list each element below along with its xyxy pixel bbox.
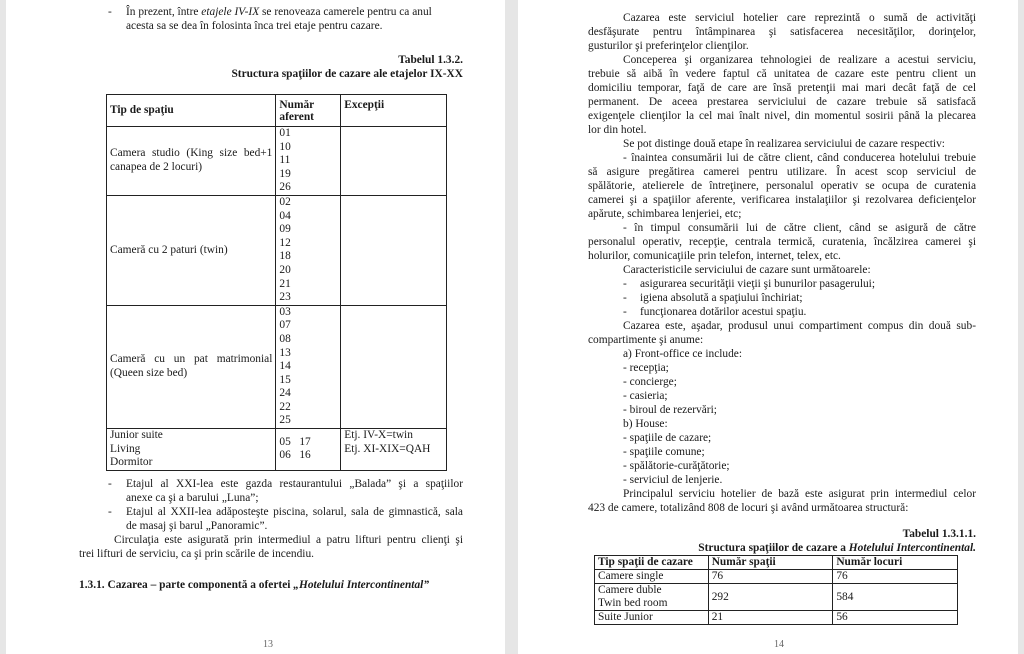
exceptions-cell bbox=[341, 429, 447, 471]
room-type-cell: Suite Junior bbox=[595, 611, 709, 625]
paragraph-line: Caracteristicile serviciului de cazare sunt următoarele: bbox=[623, 264, 871, 276]
document-page-14 bbox=[518, 0, 1018, 654]
paragraph-line: lor din hotel. bbox=[588, 124, 647, 136]
header-line: aferent bbox=[279, 110, 314, 123]
header-cell: Tip spaţii de cazare bbox=[595, 556, 709, 570]
paragraph-line: holurilor, comunicaţiile prin telefon, internet, telex, etc. bbox=[588, 250, 841, 262]
room-number: 14 bbox=[279, 360, 291, 373]
paragraph-line: apărute, schimbarea lenjeriei, etc; bbox=[588, 208, 742, 220]
room-number: 01 bbox=[279, 127, 291, 139]
room-type-cell: Camere single bbox=[595, 570, 709, 584]
paragraph-line: permanent. De aceea prestarea serviciului de cazare trebuie să satisfacă bbox=[588, 96, 976, 108]
room-type-line: canapea de 2 locuri) bbox=[110, 160, 203, 173]
paragraph-line: gusturilor şi preferinţelor clienţilor. bbox=[588, 40, 749, 52]
room-number: 20 bbox=[279, 263, 291, 276]
bullet-floor-21-line-2: anexe ca şi a barului „Luna”; bbox=[126, 492, 259, 504]
paragraph-line: Principalul serviciu hotelier de bază este asigurat prin intermediul celor bbox=[623, 488, 976, 500]
page-number: 14 bbox=[774, 639, 784, 650]
text: se renoveaza camerele pentru ca anul bbox=[259, 6, 432, 18]
bullet-dash: - bbox=[623, 292, 627, 304]
room-number: 04 bbox=[279, 209, 291, 222]
table-caption-number: Tabelul 1.3.1.1. bbox=[902, 528, 976, 540]
characteristic-item: igiena absolută a spaţiului închiriat; bbox=[640, 292, 803, 304]
room-type-line: Cameră cu un pat matrimonial bbox=[110, 353, 273, 366]
room-number: 08 bbox=[279, 332, 291, 345]
paragraph-line: să asigure pregătirea camerei pentru utilizare. În acest scop serviciul de bbox=[588, 166, 976, 178]
exception-line: Etj. XI-XIX=QAH bbox=[344, 442, 431, 455]
exception-line: Etj. IV-X=twin bbox=[344, 429, 413, 442]
characteristic-item: asigurarea securităţii vieţii şi bunurilor pasagerului; bbox=[640, 278, 876, 290]
house-item: - spaţiile de cazare; bbox=[623, 432, 712, 444]
paragraph-line: - în timpul consumării lui de către client, când se asigură de către bbox=[623, 222, 976, 234]
paragraph-line: compartimente şi anume: bbox=[588, 334, 704, 346]
table-row bbox=[107, 195, 447, 305]
table-row bbox=[595, 584, 958, 611]
room-type-cell: Cameră cu 2 paturi (twin) bbox=[107, 195, 276, 305]
room-number: 13 bbox=[279, 346, 291, 359]
places-cell: 56 bbox=[833, 611, 958, 625]
circulation-line-1: Circulaţia este asigurată prin intermediul a patru lifturi pentru clienţi şi bbox=[114, 534, 463, 546]
header-cell: Tip de spaţiu bbox=[107, 95, 276, 127]
paragraph-line: spălătorie, atelierele de întreţinere, personalul operativ se ocupa de curatenia bbox=[588, 180, 976, 192]
bullet-dash: - bbox=[623, 306, 627, 318]
table-caption-title bbox=[698, 542, 976, 556]
bullet-floor-22-line-2: de masaj şi barul „Panoramic”. bbox=[126, 520, 268, 532]
room-number: 15 bbox=[279, 373, 291, 386]
room-number: 26 bbox=[279, 181, 291, 194]
room-type-cell bbox=[595, 584, 709, 611]
bullet-floor-22-line-1: Etajul al XXII-lea adăposteşte piscina, solarul, sala de gimnastică, sala bbox=[126, 506, 463, 518]
spaces-cell: 21 bbox=[708, 611, 833, 625]
heading-text: 1.3.1. Cazarea – parte componentă a ofertei bbox=[79, 579, 294, 591]
spaces-cell: 76 bbox=[708, 570, 833, 584]
room-numbers-cell bbox=[276, 127, 341, 196]
bullet-dash: - bbox=[108, 6, 112, 18]
house-item: - serviciul de lenjerie. bbox=[623, 474, 723, 486]
room-type-line: Junior suite bbox=[110, 429, 163, 442]
table-header-row bbox=[595, 556, 958, 570]
paragraph-line: exigenţele clienţilor la cel mai înalt nivel, din momentul sosirii până la plecarea bbox=[588, 110, 976, 122]
spaces-cell: 292 bbox=[708, 584, 833, 611]
front-office-item: - recepţia; bbox=[623, 362, 669, 374]
bullet-dash: - bbox=[108, 478, 112, 490]
table-row bbox=[107, 305, 447, 428]
paragraph-line: 423 de camere, totalizând 808 de locuri şi având următoarea structură: bbox=[588, 502, 909, 514]
room-number: 10 bbox=[279, 140, 291, 153]
table-caption-number: Tabelul 1.3.2. bbox=[398, 54, 463, 66]
room-number: 11 bbox=[279, 154, 291, 167]
bullet-dash: - bbox=[623, 278, 627, 290]
house-item: - spaţiile comune; bbox=[623, 446, 705, 458]
intro-bullet-line-2: acesta sa se dea în folosinta înca trei etaje pentru cazare. bbox=[126, 20, 383, 32]
room-type-line: Camera studio (King size bed+1 bbox=[110, 147, 273, 160]
room-number: 05 17 bbox=[279, 435, 311, 448]
room-type-line: Living bbox=[110, 442, 141, 455]
exceptions-cell bbox=[341, 305, 447, 428]
front-office-item: - biroul de rezervări; bbox=[623, 404, 717, 416]
paragraph-line: Se pot distinge două etape în realizarea serviciului de cazare respectiv: bbox=[623, 138, 945, 150]
intro-bullet-line-1 bbox=[126, 6, 463, 20]
table-caption-title: Structura spaţiilor de cazare ale etajelor IX-XX bbox=[231, 68, 463, 80]
room-type-cell bbox=[107, 127, 276, 196]
house-item: - spălătorie-curăţătorie; bbox=[623, 460, 730, 472]
room-number: 02 bbox=[279, 195, 291, 208]
bullet-dash: - bbox=[108, 506, 112, 518]
exceptions-cell bbox=[341, 195, 447, 305]
paragraph-line: personalul operativ, recepţie, centrala termică, curatenia, încălzirea camerei şi bbox=[588, 236, 976, 248]
room-type-cell bbox=[107, 429, 276, 471]
room-numbers-cell bbox=[276, 195, 341, 305]
text: În prezent, între bbox=[126, 6, 202, 18]
paragraph-line: desfăşurate pentru întâmpinarea şi satisfacerea necesităţilor, dorinţelor, bbox=[588, 26, 976, 38]
room-numbers-cell bbox=[276, 305, 341, 428]
table-row bbox=[595, 611, 958, 625]
room-number: 03 bbox=[279, 305, 291, 318]
room-number: 23 bbox=[279, 291, 291, 304]
paragraph-line: - înaintea consumării lui de către client, când conducerea hotelului trebuie bbox=[623, 152, 976, 164]
paragraph-line: Conceperea şi organizarea tehnologiei de realizare a acestui serviciu, bbox=[623, 54, 976, 66]
paragraph-line: Cazarea este, aşadar, produsul unui compartiment compus din două sub- bbox=[623, 320, 976, 332]
header-cell bbox=[276, 95, 341, 127]
room-number: 12 bbox=[279, 236, 291, 249]
table-row bbox=[107, 127, 447, 196]
italic-text: etajele IV-IX bbox=[201, 6, 260, 18]
header-cell: Număr spaţii bbox=[708, 556, 833, 570]
room-number: 25 bbox=[279, 414, 291, 427]
room-number: 24 bbox=[279, 387, 291, 400]
exceptions-cell bbox=[341, 127, 447, 196]
room-number: 06 16 bbox=[279, 449, 311, 462]
document-page-13 bbox=[6, 0, 505, 654]
paragraph-line: domiciliu temporar, faţă de care are însă pretenţii mai mari decât faţă de cel bbox=[588, 82, 976, 94]
section-heading bbox=[79, 579, 429, 593]
table-header-row bbox=[107, 95, 447, 127]
room-number: 19 bbox=[279, 167, 291, 180]
bullet-floor-21-line-1: Etajul al XXI-lea este gazda restaurantului „Balada” şi a spaţiilor bbox=[126, 478, 463, 490]
paragraph-line: trebuie să aibă în vedere faptul că unitatea de cazare este pentru client un bbox=[588, 68, 976, 80]
header-cell: Număr locuri bbox=[833, 556, 958, 570]
house-title: b) House: bbox=[623, 418, 668, 430]
front-office-item: - casieria; bbox=[623, 390, 668, 402]
room-type-line: Dormitor bbox=[110, 456, 153, 469]
room-type-line: Camere duble bbox=[598, 584, 662, 596]
header-line: Număr bbox=[279, 98, 315, 111]
paragraph-line: camerei şi a spaţiilor aferente, verificarea instalaţiilor şi rezolvarea deficienţelor bbox=[588, 194, 976, 206]
table-row bbox=[595, 570, 958, 584]
front-office-title: a) Front-office ce include: bbox=[623, 348, 743, 360]
room-number: 09 bbox=[279, 223, 291, 236]
page-number: 13 bbox=[263, 639, 273, 650]
caption-text: Structura spaţiilor de cazare a bbox=[698, 542, 849, 554]
room-type-line: (Queen size bed) bbox=[110, 366, 188, 379]
rooms-structure-table bbox=[106, 94, 447, 471]
heading-italic-text: „Hotelului Intercontinental” bbox=[293, 579, 430, 591]
front-office-item: - concierge; bbox=[623, 376, 677, 388]
room-number: 18 bbox=[279, 250, 291, 263]
circulation-line-2: trei lifturi de serviciu, ca şi prin scările de incendiu. bbox=[79, 548, 315, 560]
room-type-cell bbox=[107, 305, 276, 428]
places-cell: 76 bbox=[833, 570, 958, 584]
characteristic-item: funcţionarea dotărilor acestui spaţiu. bbox=[640, 306, 807, 318]
hotel-rooms-table bbox=[594, 555, 958, 625]
header-cell: Excepţii bbox=[341, 95, 447, 127]
places-cell: 584 bbox=[833, 584, 958, 611]
room-type-line: Twin bed room bbox=[598, 597, 668, 609]
caption-italic-text: Hotelului Intercontinental. bbox=[848, 542, 976, 554]
room-number: 07 bbox=[279, 319, 291, 332]
table-row bbox=[107, 429, 447, 471]
room-numbers-cell bbox=[276, 429, 341, 471]
room-number: 21 bbox=[279, 277, 291, 290]
paragraph-line: Cazarea este serviciul hotelier care reprezintă o sumă de activităţi bbox=[623, 12, 976, 24]
room-number: 22 bbox=[279, 400, 291, 413]
